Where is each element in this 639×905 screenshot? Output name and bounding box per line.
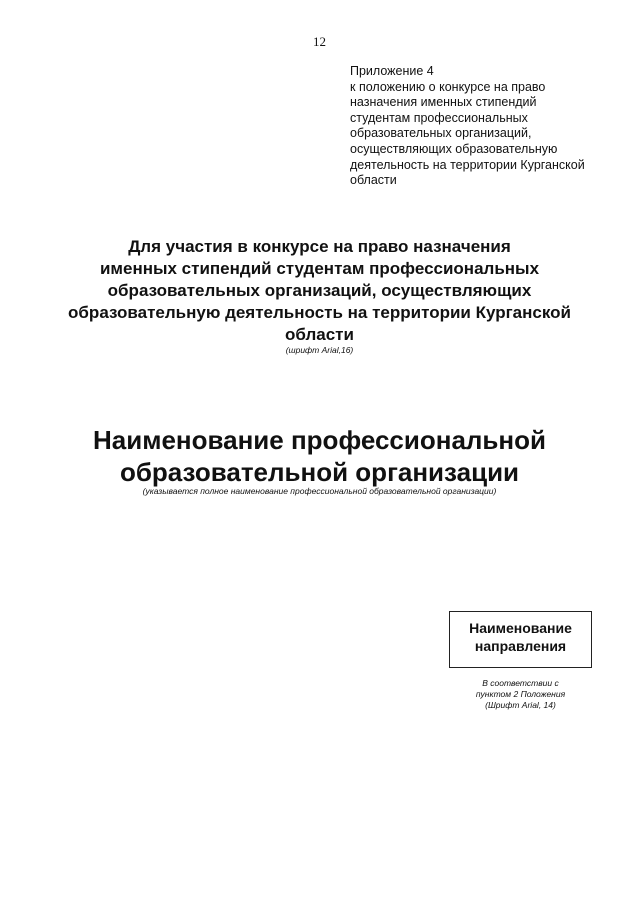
appendix-line: назначения именных стипендий bbox=[350, 95, 537, 110]
contest-title-line: Для участия в конкурсе на право назначения bbox=[128, 237, 511, 256]
contest-title bbox=[0, 236, 639, 356]
page-number: 12 bbox=[313, 34, 326, 49]
appendix-line: области bbox=[350, 173, 397, 188]
organization-name bbox=[0, 424, 639, 497]
direction-name-box bbox=[449, 611, 592, 668]
appendix-line: осуществляющих образовательную bbox=[350, 141, 558, 156]
contest-title-font-note: (шрифт Arial,16) bbox=[285, 345, 354, 355]
appendix-line: Приложение 4 bbox=[350, 64, 434, 78]
direction-name-line: направления bbox=[474, 638, 567, 654]
contest-title-line: образовательных организаций, осуществляющих bbox=[107, 281, 532, 300]
appendix-line: деятельность на территории Курганской bbox=[350, 157, 585, 172]
organization-name-line: Наименование профессиональной bbox=[93, 425, 546, 455]
organization-name-line: образовательной организации bbox=[119, 457, 520, 487]
direction-note-line: пунктом 2 Положения bbox=[475, 689, 566, 699]
contest-title-line: области bbox=[285, 325, 354, 344]
contest-title-line: образовательную деятельность на территории Курганской bbox=[68, 303, 571, 322]
direction-note bbox=[449, 678, 592, 711]
appendix-line: к положению о конкурсе на право bbox=[350, 79, 546, 94]
appendix-line: студентам профессиональных bbox=[350, 110, 528, 125]
direction-note-line: (Шрифт Arial, 14) bbox=[485, 700, 556, 710]
direction-note-line: В соответствии с bbox=[482, 678, 559, 688]
contest-title-line: именных стипендий студентам профессиональных bbox=[99, 259, 540, 278]
organization-name-note: (указывается полное наименование профессиональной образовательной организации) bbox=[142, 486, 497, 496]
appendix-line: образовательных организаций, bbox=[350, 126, 532, 141]
direction-name-line: Наименование bbox=[469, 620, 572, 636]
appendix-header bbox=[350, 64, 610, 189]
